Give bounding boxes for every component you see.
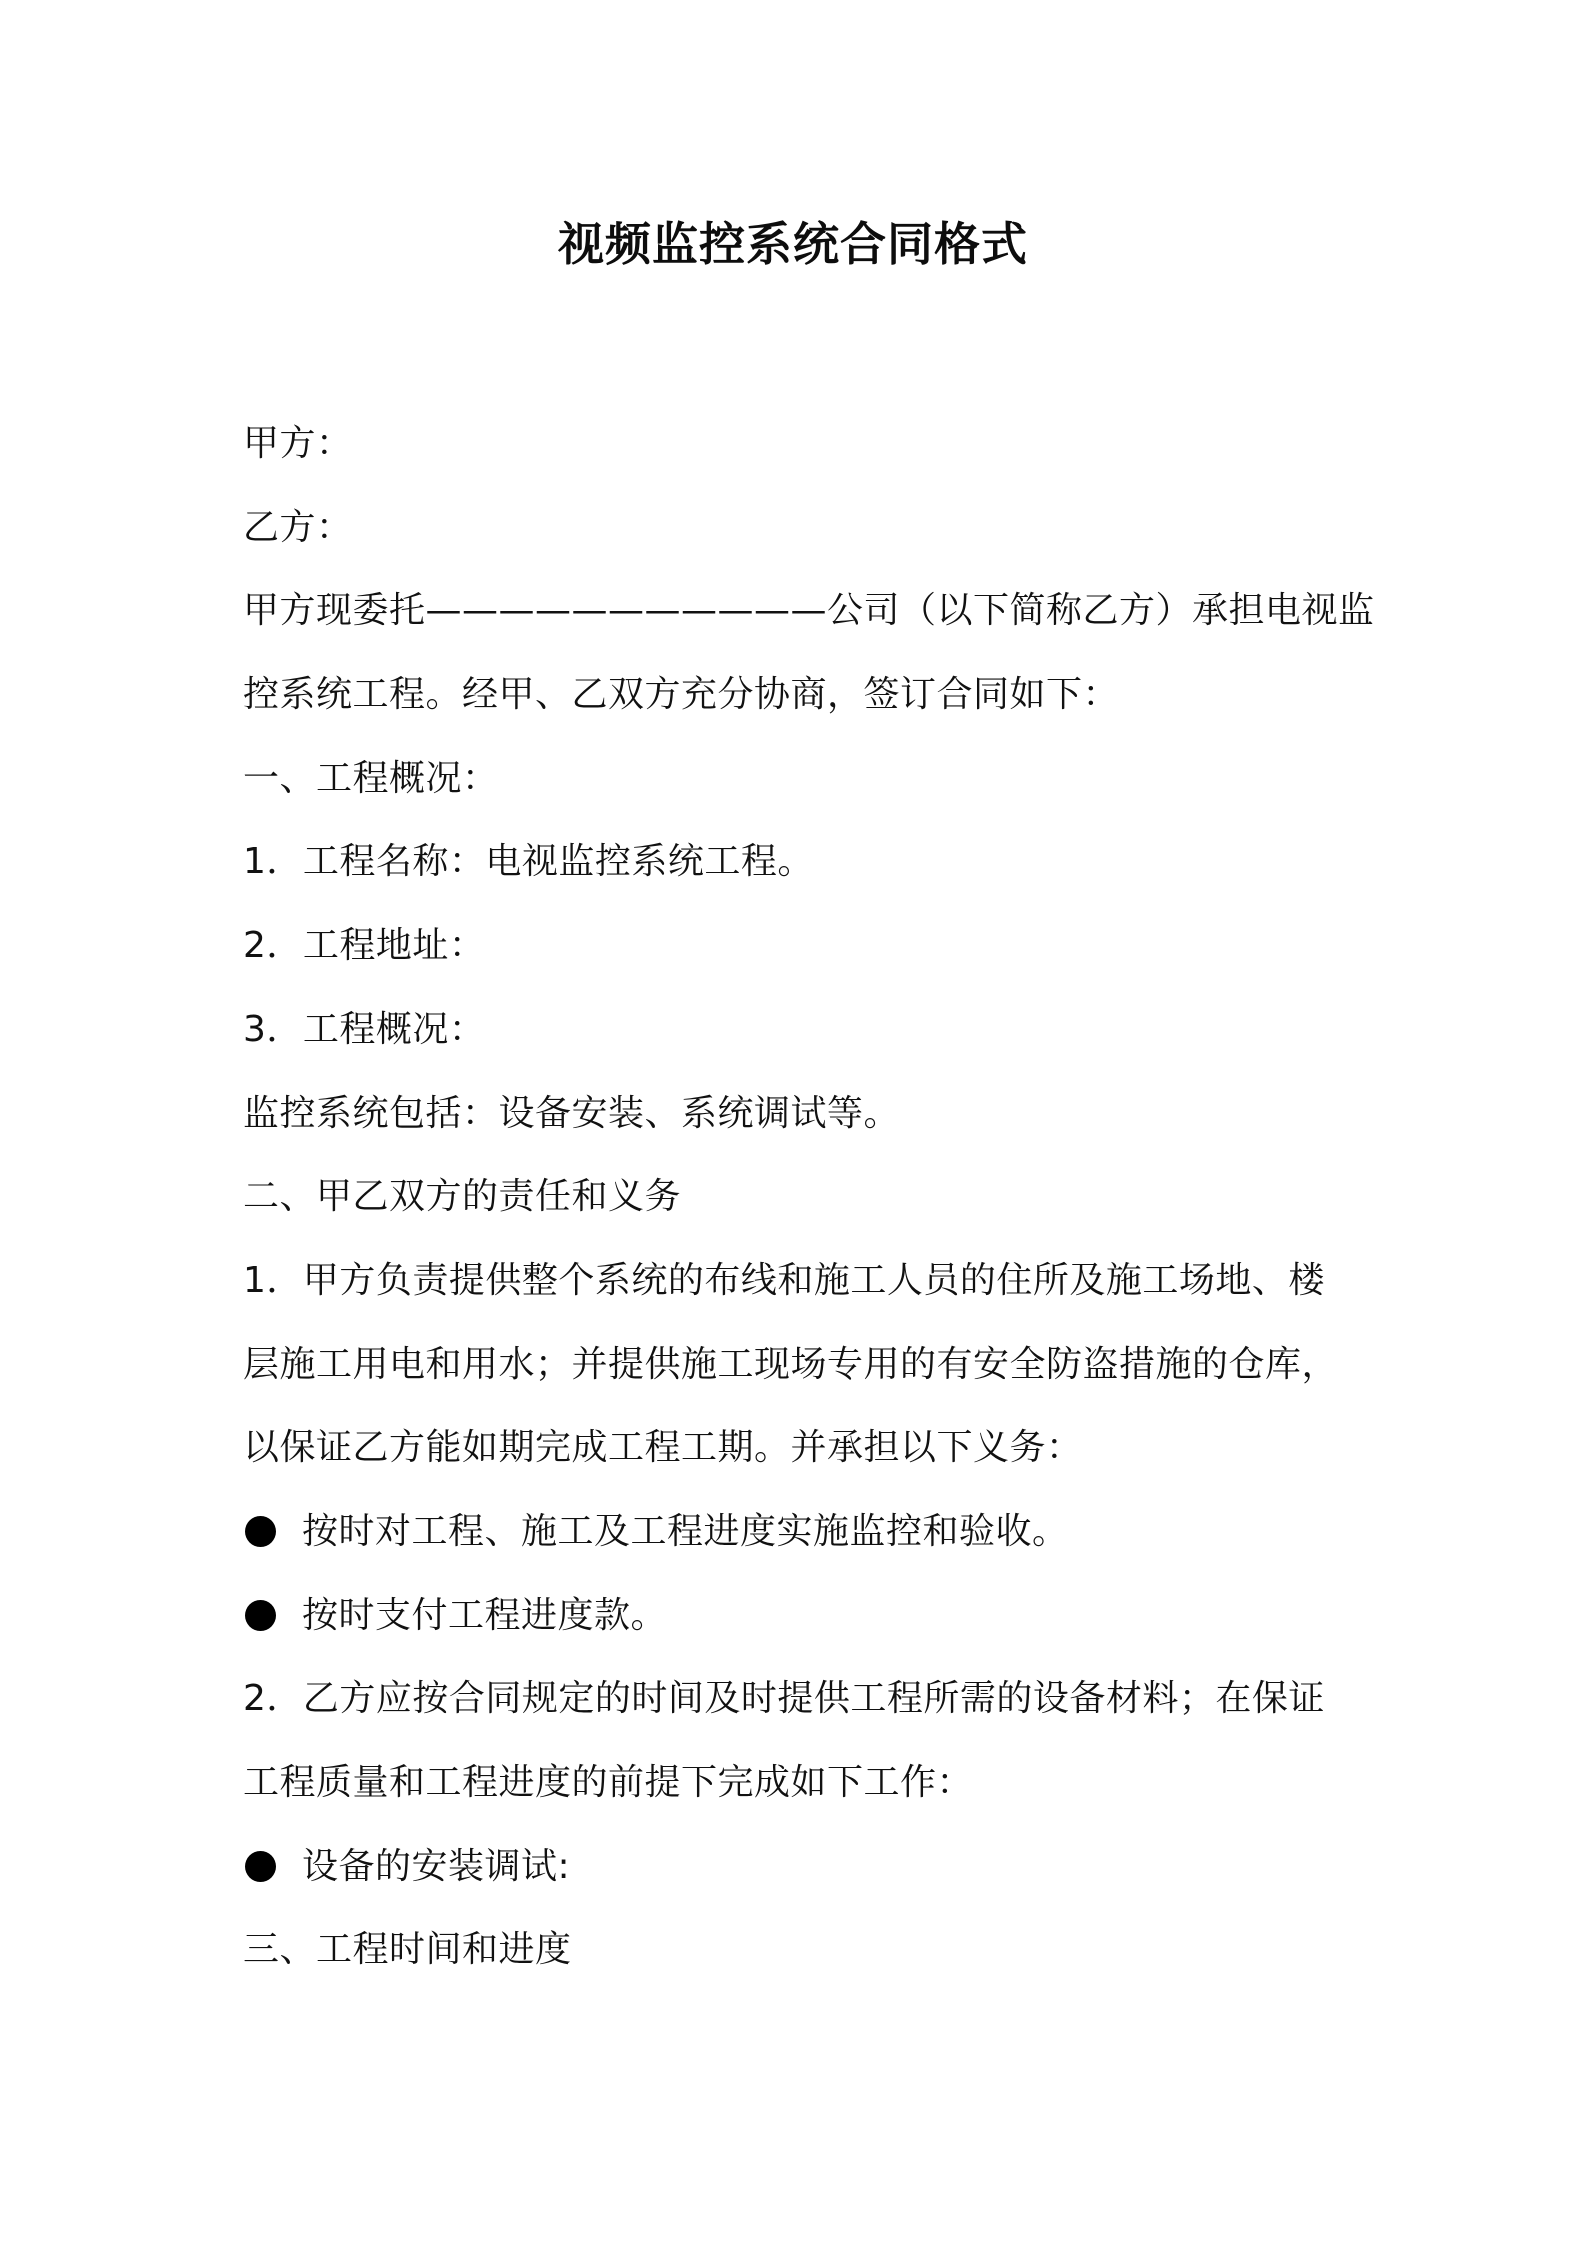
text-line bbox=[243, 737, 1363, 821]
line-text: 控系统工程。经甲、乙双方充分协商，签订合同如下： bbox=[243, 674, 1120, 716]
text-line bbox=[243, 486, 1363, 570]
line-text: 甲方： bbox=[243, 423, 353, 464]
bullet-item bbox=[243, 1490, 1363, 1574]
text-line bbox=[243, 988, 1363, 1072]
text-line bbox=[243, 1657, 1363, 1741]
line-text: 设备的安装调试: bbox=[302, 1845, 571, 1887]
line-text: 监控系统包括：设备安装、系统调试等。 bbox=[243, 1092, 901, 1134]
text-line bbox=[243, 820, 1363, 904]
text-line bbox=[243, 1323, 1363, 1407]
line-text: 3．工程概况： bbox=[243, 1008, 486, 1050]
line-text: 层施工用电和用水；并提供施工现场专用的有安全防盗措施的仓库， bbox=[243, 1343, 1339, 1385]
line-text: 按时支付工程进度款。 bbox=[302, 1594, 668, 1636]
line-text: 1．甲方负责提供整个系统的布线和施工人员的住所及施工场地、楼 bbox=[243, 1259, 1325, 1301]
bullet-icon bbox=[245, 1516, 276, 1547]
line-text: 乙方： bbox=[243, 506, 353, 548]
text-line bbox=[243, 402, 1363, 486]
line-text: 甲方现委托———————————公司（以下简称乙方）承担电视监 bbox=[243, 590, 1375, 632]
line-text: 一、工程概况： bbox=[243, 757, 499, 799]
text-line bbox=[243, 1239, 1363, 1323]
bullet-item bbox=[243, 1574, 1363, 1658]
text-line bbox=[243, 569, 1375, 653]
bullet-icon bbox=[245, 1851, 276, 1882]
text-line bbox=[243, 653, 1363, 737]
line-text: 1．工程名称：电视监控系统工程。 bbox=[243, 841, 814, 883]
bullet-item bbox=[243, 1825, 1363, 1909]
text-line bbox=[243, 1155, 1363, 1239]
line-text: 按时对工程、施工及工程进度实施监控和验收。 bbox=[302, 1510, 1069, 1552]
line-text: 2．工程地址： bbox=[243, 925, 486, 967]
text-line bbox=[243, 1741, 1363, 1825]
text-line bbox=[243, 1908, 1363, 1992]
line-text: 工程质量和工程进度的前提下完成如下工作： bbox=[243, 1762, 974, 1803]
line-text: 2．乙方应按合同规定的时间及时提供工程所需的设备材料；在保证 bbox=[243, 1678, 1325, 1720]
text-line bbox=[243, 904, 1363, 988]
line-text: 三、工程时间和进度 bbox=[243, 1929, 572, 1971]
line-text: 以保证乙方能如期完成工程工期。并承担以下义务： bbox=[243, 1427, 1083, 1469]
text-line bbox=[243, 1406, 1363, 1490]
bullet-icon bbox=[245, 1600, 276, 1631]
text-line bbox=[243, 1072, 1363, 1156]
document-body bbox=[243, 402, 1375, 1992]
line-text: 二、甲乙双方的责任和义务 bbox=[243, 1176, 682, 1218]
document-title: 视频监控系统合同格式 bbox=[558, 217, 1028, 271]
